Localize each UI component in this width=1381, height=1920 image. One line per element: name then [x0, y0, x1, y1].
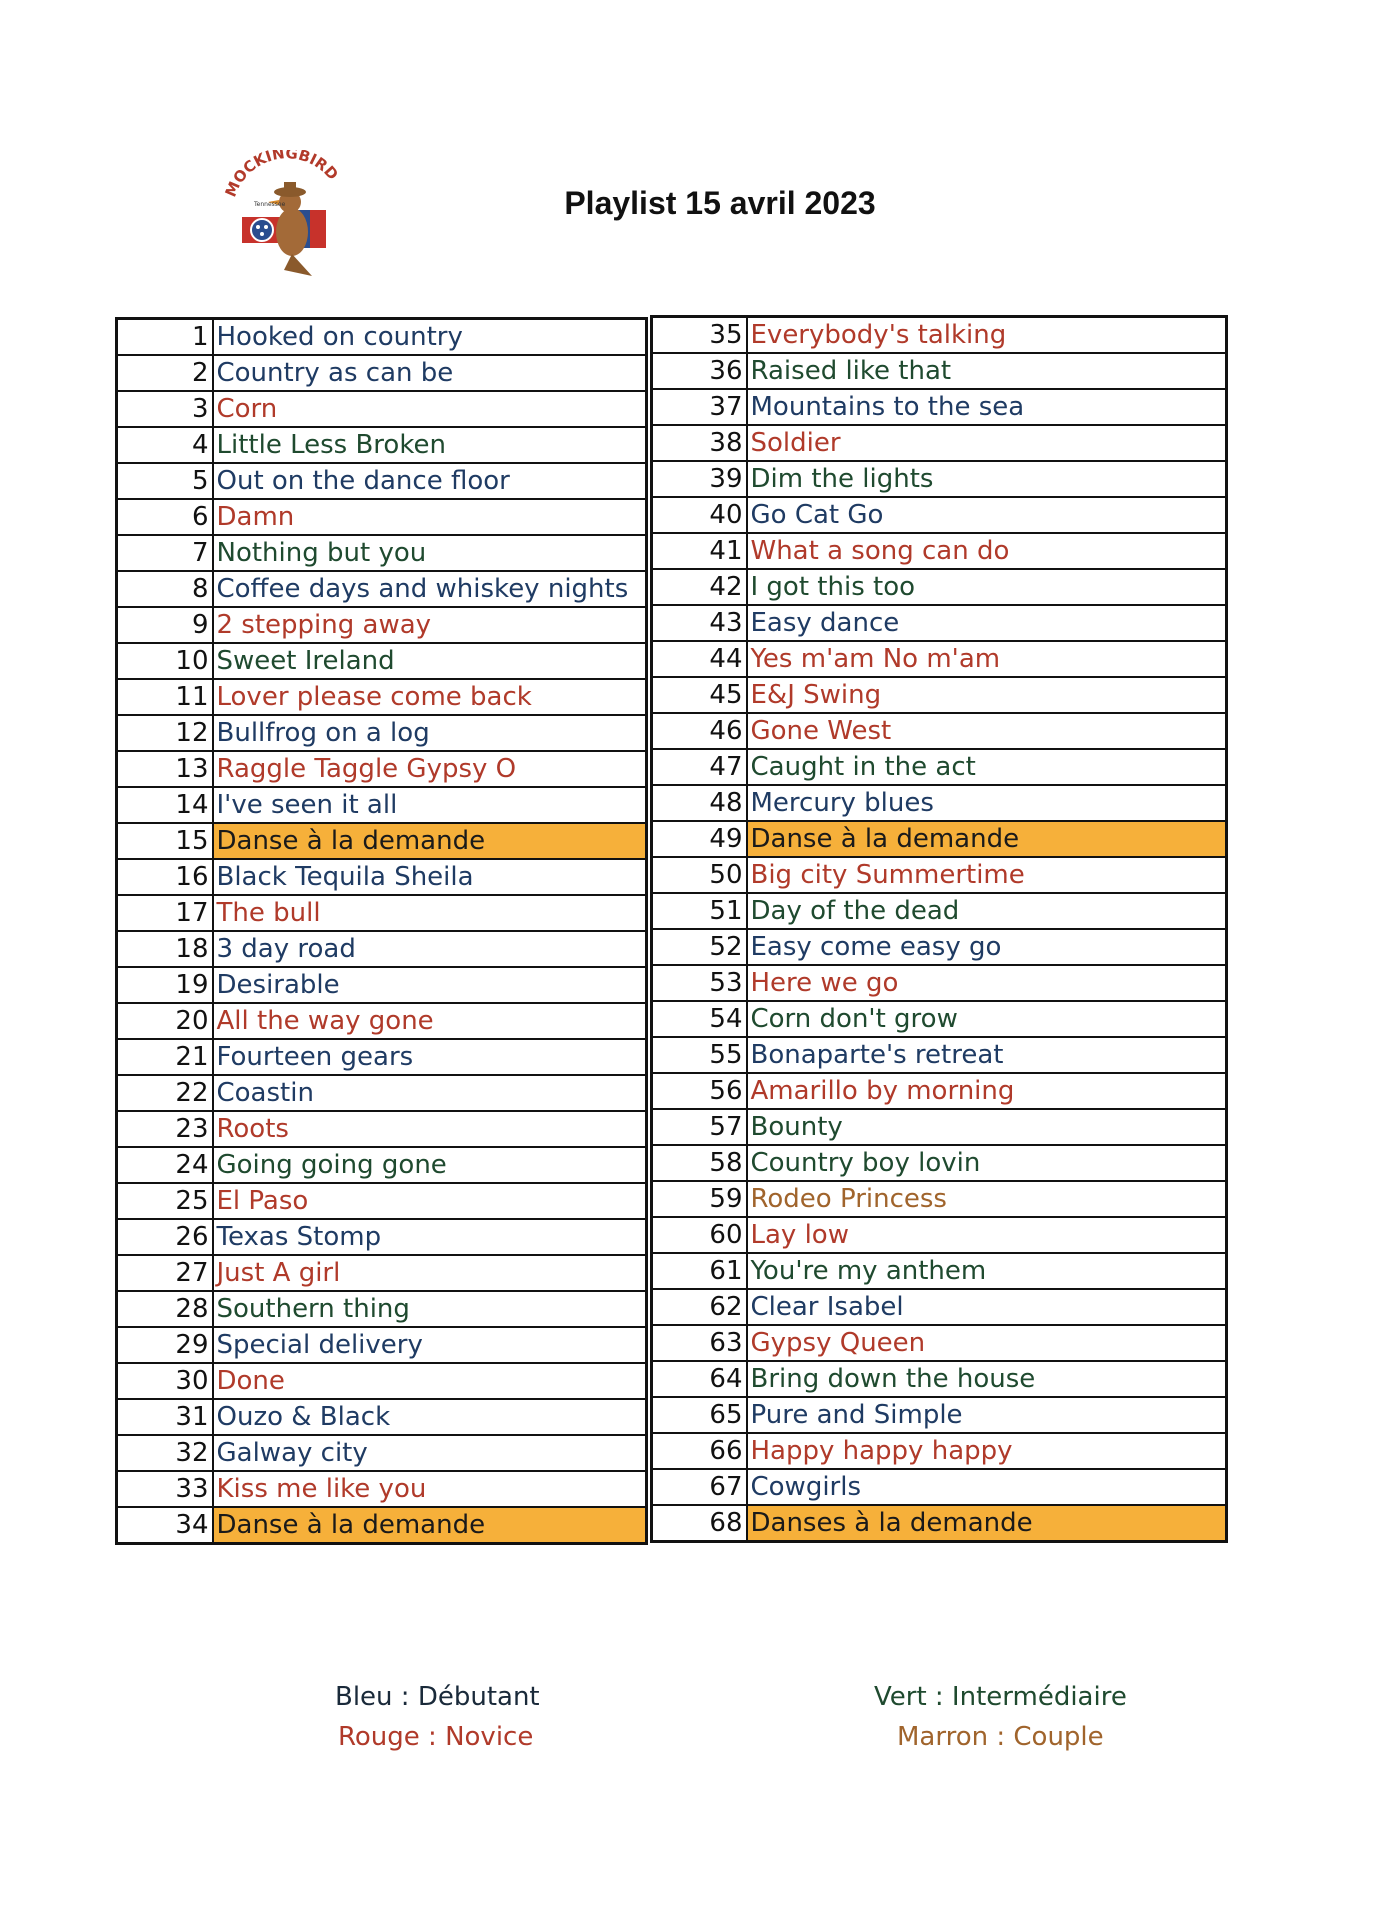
playlist-row [117, 823, 647, 859]
song-number: 42 [652, 569, 747, 605]
song-number: 15 [117, 823, 213, 859]
song-title: Out on the dance floor [213, 463, 647, 499]
playlist-row [652, 1505, 1227, 1542]
song-title: Bring down the house [747, 1361, 1227, 1397]
playlist-row [652, 713, 1227, 749]
song-title: All the way gone [213, 1003, 647, 1039]
song-number: 40 [652, 497, 747, 533]
song-number: 17 [117, 895, 213, 931]
song-number: 32 [117, 1435, 213, 1471]
song-number: 6 [117, 499, 213, 535]
playlist-row [117, 1507, 647, 1544]
song-title: Rodeo Princess [747, 1181, 1227, 1217]
song-number: 20 [117, 1003, 213, 1039]
song-number: 64 [652, 1361, 747, 1397]
song-number: 3 [117, 391, 213, 427]
song-title: Southern thing [213, 1291, 647, 1327]
song-title: Mountains to the sea [747, 389, 1227, 425]
song-title: Bonaparte's retreat [747, 1037, 1227, 1073]
song-number: 24 [117, 1147, 213, 1183]
song-title: Go Cat Go [747, 497, 1227, 533]
song-title: Danse à la demande [747, 821, 1227, 857]
song-title: Soldier [747, 425, 1227, 461]
song-title: You're my anthem [747, 1253, 1227, 1289]
song-number: 41 [652, 533, 747, 569]
playlist-row [652, 677, 1227, 713]
song-title: Clear Isabel [747, 1289, 1227, 1325]
song-number: 56 [652, 1073, 747, 1109]
song-number: 37 [652, 389, 747, 425]
song-title: Lay low [747, 1217, 1227, 1253]
song-title: Dim the lights [747, 461, 1227, 497]
song-title: Roots [213, 1111, 647, 1147]
song-title: Pure and Simple [747, 1397, 1227, 1433]
song-title: Big city Summertime [747, 857, 1227, 893]
playlist-row [117, 607, 647, 643]
song-title: Going going gone [213, 1147, 647, 1183]
song-title: Easy come easy go [747, 929, 1227, 965]
song-title: Ouzo & Black [213, 1399, 647, 1435]
playlist-row [652, 1181, 1227, 1217]
song-number: 67 [652, 1469, 747, 1505]
legend-blue: Bleu : Débutant [335, 1682, 540, 1712]
song-title: 2 stepping away [213, 607, 647, 643]
song-number: 25 [117, 1183, 213, 1219]
playlist-row [652, 785, 1227, 821]
song-number: 66 [652, 1433, 747, 1469]
song-number: 5 [117, 463, 213, 499]
page-title: Playlist 15 avril 2023 [564, 185, 876, 221]
song-number: 29 [117, 1327, 213, 1363]
playlist-row [117, 967, 647, 1003]
playlist-row [652, 1397, 1227, 1433]
song-title: E&J Swing [747, 677, 1227, 713]
playlist-row [117, 355, 647, 391]
song-title: Danse à la demande [213, 823, 647, 859]
song-title: Everybody's talking [747, 317, 1227, 354]
song-number: 4 [117, 427, 213, 463]
playlist-row [117, 499, 647, 535]
song-number: 30 [117, 1363, 213, 1399]
song-title: Raised like that [747, 353, 1227, 389]
song-number: 52 [652, 929, 747, 965]
playlist-row [117, 1075, 647, 1111]
song-title: Galway city [213, 1435, 647, 1471]
song-number: 22 [117, 1075, 213, 1111]
playlist-row [652, 1217, 1227, 1253]
song-number: 8 [117, 571, 213, 607]
song-title: Desirable [213, 967, 647, 1003]
playlist-row [117, 1255, 647, 1291]
playlist-row [652, 389, 1227, 425]
song-title: Just A girl [213, 1255, 647, 1291]
song-title: Kiss me like you [213, 1471, 647, 1507]
playlist-row [117, 1183, 647, 1219]
song-title: Here we go [747, 965, 1227, 1001]
song-number: 9 [117, 607, 213, 643]
song-title: Texas Stomp [213, 1219, 647, 1255]
playlist-row [117, 1435, 647, 1471]
song-title: What a song can do [747, 533, 1227, 569]
song-number: 36 [652, 353, 747, 389]
mockingbird-logo [222, 150, 352, 280]
song-title: El Paso [213, 1183, 647, 1219]
playlist-row [652, 1433, 1227, 1469]
song-number: 19 [117, 967, 213, 1003]
song-number: 28 [117, 1291, 213, 1327]
playlist-row [652, 1145, 1227, 1181]
playlist-row [117, 1363, 647, 1399]
playlist-row [652, 1253, 1227, 1289]
playlist-row [652, 605, 1227, 641]
song-number: 21 [117, 1039, 213, 1075]
song-number: 11 [117, 679, 213, 715]
song-title: Danses à la demande [747, 1505, 1227, 1542]
playlist-row [652, 1037, 1227, 1073]
song-title: Coffee days and whiskey nights [213, 571, 647, 607]
song-number: 46 [652, 713, 747, 749]
song-title: Lover please come back [213, 679, 647, 715]
playlist-row [117, 1399, 647, 1435]
song-number: 60 [652, 1217, 747, 1253]
playlist-row [652, 929, 1227, 965]
playlist-table-right [650, 315, 1228, 1543]
song-number: 39 [652, 461, 747, 497]
playlist-row [652, 569, 1227, 605]
song-number: 1 [117, 319, 213, 356]
playlist-row [652, 641, 1227, 677]
song-title: Bounty [747, 1109, 1227, 1145]
playlist-row [117, 787, 647, 823]
song-number: 43 [652, 605, 747, 641]
song-title: Fourteen gears [213, 1039, 647, 1075]
song-title: Gypsy Queen [747, 1325, 1227, 1361]
playlist-row [652, 1469, 1227, 1505]
playlist-row [652, 965, 1227, 1001]
logo-subtext: Tennessee [254, 201, 286, 208]
song-title: Danse à la demande [213, 1507, 647, 1544]
playlist-row [117, 643, 647, 679]
playlist-row [117, 679, 647, 715]
song-title: Special delivery [213, 1327, 647, 1363]
playlist-row [652, 821, 1227, 857]
song-number: 54 [652, 1001, 747, 1037]
song-title: Little Less Broken [213, 427, 647, 463]
song-number: 63 [652, 1325, 747, 1361]
song-number: 33 [117, 1471, 213, 1507]
song-number: 14 [117, 787, 213, 823]
playlist-row [117, 931, 647, 967]
song-title: Black Tequila Sheila [213, 859, 647, 895]
song-number: 50 [652, 857, 747, 893]
song-number: 61 [652, 1253, 747, 1289]
playlist-row [652, 1289, 1227, 1325]
song-title: Gone West [747, 713, 1227, 749]
song-title: Done [213, 1363, 647, 1399]
song-title: Coastin [213, 1075, 647, 1111]
song-number: 51 [652, 893, 747, 929]
song-number: 55 [652, 1037, 747, 1073]
song-title: Happy happy happy [747, 1433, 1227, 1469]
song-title: Amarillo by morning [747, 1073, 1227, 1109]
song-number: 7 [117, 535, 213, 571]
song-number: 47 [652, 749, 747, 785]
playlist-row [652, 1109, 1227, 1145]
song-number: 68 [652, 1505, 747, 1542]
song-number: 38 [652, 425, 747, 461]
playlist-row [117, 1111, 647, 1147]
song-number: 44 [652, 641, 747, 677]
song-title: Caught in the act [747, 749, 1227, 785]
song-title: I've seen it all [213, 787, 647, 823]
song-number: 10 [117, 643, 213, 679]
song-number: 26 [117, 1219, 213, 1255]
song-title: Easy dance [747, 605, 1227, 641]
playlist-row [652, 353, 1227, 389]
song-title: Damn [213, 499, 647, 535]
song-title: Cowgirls [747, 1469, 1227, 1505]
playlist-row [117, 1219, 647, 1255]
song-title: Hooked on country [213, 319, 647, 356]
song-title: Country boy lovin [747, 1145, 1227, 1181]
playlist-row [117, 535, 647, 571]
playlist-row [117, 319, 647, 356]
playlist-row [652, 749, 1227, 785]
legend-green: Vert : Intermédiaire [874, 1682, 1127, 1712]
legend-red: Rouge : Novice [338, 1722, 534, 1752]
song-number: 45 [652, 677, 747, 713]
playlist-row [117, 391, 647, 427]
playlist-row [117, 571, 647, 607]
playlist-row [652, 1361, 1227, 1397]
song-number: 65 [652, 1397, 747, 1433]
playlist-row [117, 715, 647, 751]
song-title: Corn don't grow [747, 1001, 1227, 1037]
playlist-row [652, 1325, 1227, 1361]
playlist-row [652, 533, 1227, 569]
song-number: 2 [117, 355, 213, 391]
song-number: 53 [652, 965, 747, 1001]
playlist-row [652, 425, 1227, 461]
song-number: 31 [117, 1399, 213, 1435]
playlist-row [117, 1003, 647, 1039]
playlist-row [652, 317, 1227, 354]
song-title: Mercury blues [747, 785, 1227, 821]
song-number: 16 [117, 859, 213, 895]
playlist-row [117, 751, 647, 787]
playlist-row [117, 427, 647, 463]
song-title: Nothing but you [213, 535, 647, 571]
playlist-row [117, 1327, 647, 1363]
playlist-row [117, 859, 647, 895]
song-title: Sweet Ireland [213, 643, 647, 679]
song-title: The bull [213, 895, 647, 931]
logo-text: MOCKINGBIRD [222, 150, 342, 200]
song-title: Country as can be [213, 355, 647, 391]
song-number: 23 [117, 1111, 213, 1147]
song-number: 35 [652, 317, 747, 354]
song-number: 12 [117, 715, 213, 751]
playlist-row [652, 1073, 1227, 1109]
song-title: Corn [213, 391, 647, 427]
song-title: Day of the dead [747, 893, 1227, 929]
playlist-row [117, 463, 647, 499]
playlist-row [117, 1147, 647, 1183]
legend-brown: Marron : Couple [897, 1722, 1104, 1752]
song-number: 18 [117, 931, 213, 967]
playlist-row [652, 1001, 1227, 1037]
song-number: 49 [652, 821, 747, 857]
song-title: I got this too [747, 569, 1227, 605]
song-number: 34 [117, 1507, 213, 1544]
playlist-row [117, 1039, 647, 1075]
song-number: 58 [652, 1145, 747, 1181]
playlist-row [652, 893, 1227, 929]
song-number: 57 [652, 1109, 747, 1145]
playlist-row [117, 1471, 647, 1507]
playlist-row [652, 857, 1227, 893]
song-title: Bullfrog on a log [213, 715, 647, 751]
song-title: Raggle Taggle Gypsy O [213, 751, 647, 787]
song-number: 27 [117, 1255, 213, 1291]
song-number: 62 [652, 1289, 747, 1325]
playlist-row [652, 497, 1227, 533]
song-number: 48 [652, 785, 747, 821]
playlist-table-left [115, 317, 648, 1545]
song-number: 59 [652, 1181, 747, 1217]
playlist-row [652, 461, 1227, 497]
playlist-row [117, 1291, 647, 1327]
song-title: 3 day road [213, 931, 647, 967]
song-title: Yes m'am No m'am [747, 641, 1227, 677]
playlist-row [117, 895, 647, 931]
song-number: 13 [117, 751, 213, 787]
